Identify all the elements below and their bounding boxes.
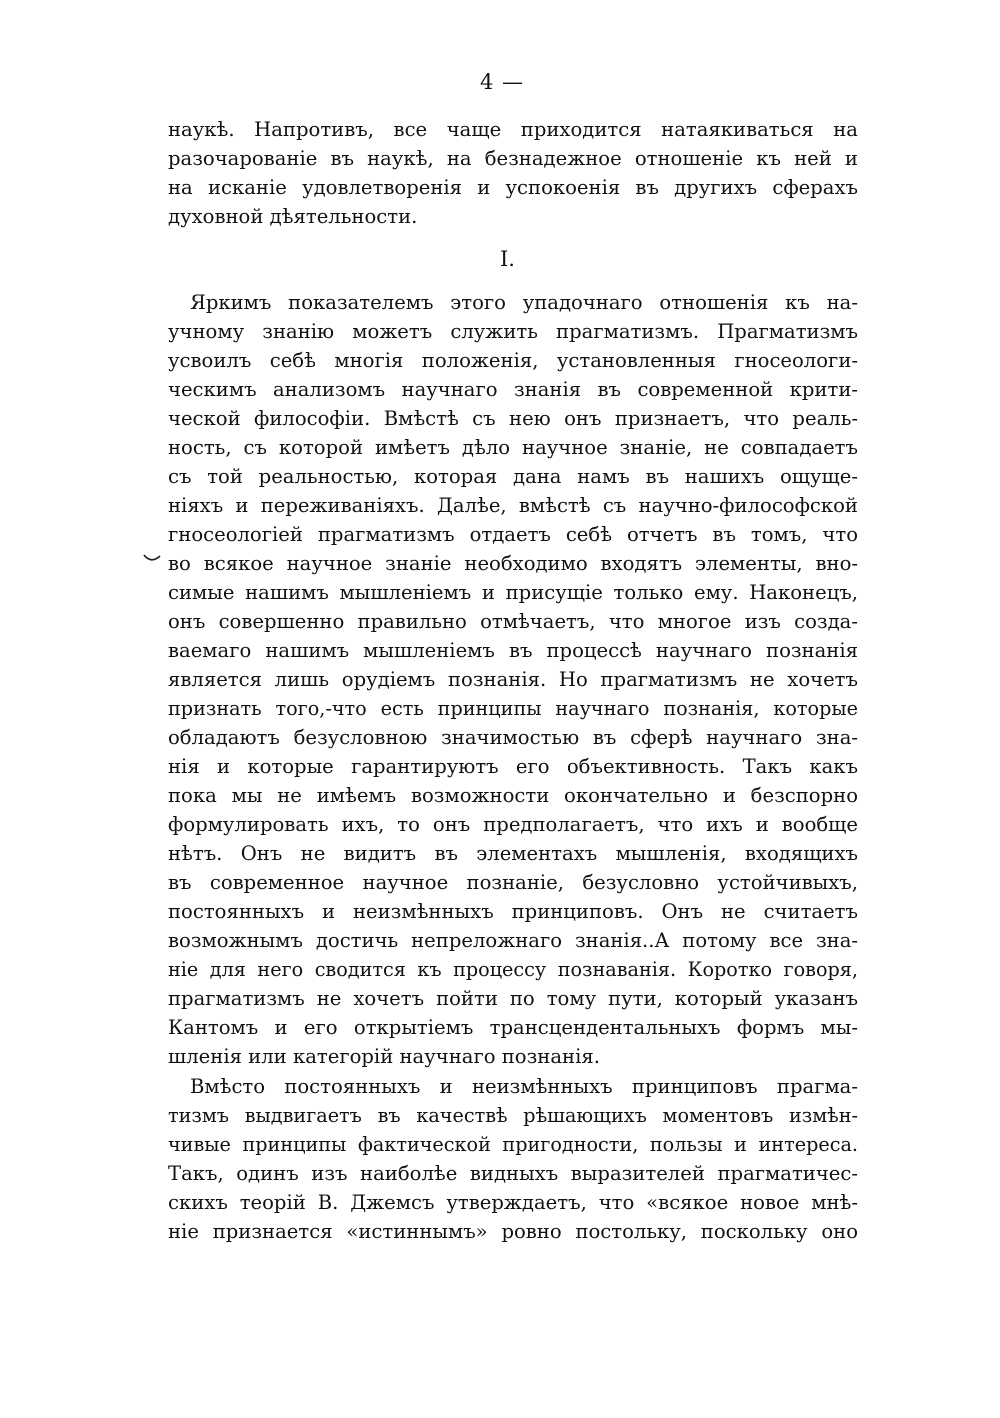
text-line: гносеологіей прагматизмъ отдаетъ себѣ отчетъ въ томъ, что bbox=[168, 523, 858, 546]
text-line: ніе признается «истиннымъ» ровно постольку, поскольку оно bbox=[168, 1220, 858, 1243]
text-line: является лишь орудіемъ познанія. Но прагматизмъ не хочетъ bbox=[168, 668, 858, 691]
text-line: ческимъ анализомъ научнаго знанія въ современной крити- bbox=[168, 378, 858, 401]
text-line: разочарованіе въ наукѣ, на безнадежное отношеніе къ ней и bbox=[168, 147, 858, 170]
text-line: ніяхъ и переживаніяхъ. Далѣе, вмѣстѣ съ научно-философской bbox=[168, 494, 858, 517]
paragraph-2 bbox=[168, 1072, 858, 1246]
text-line: тизмъ выдвигаетъ въ качествѣ рѣшающихъ моментовъ измѣн- bbox=[168, 1104, 858, 1127]
text-line: учному знанію можетъ служить прагматизмъ. Прагматизмъ bbox=[168, 320, 858, 343]
text-line: скихъ теорій В. Джемсъ утверждаетъ, что «всякое новое мнѣ- bbox=[168, 1191, 858, 1214]
text-line: духовной дѣятельности. bbox=[168, 205, 418, 228]
page-number: 4 — bbox=[480, 70, 525, 94]
text-line: ваемаго нашимъ мышленіемъ въ процессѣ научнаго познанія bbox=[168, 639, 858, 662]
text-line: въ современное научное познаніе, безусловно устойчивыхъ, bbox=[168, 871, 858, 894]
text-line: на исканіе удовлетворенія и успокоенія въ другихъ сферахъ bbox=[168, 176, 858, 199]
text-line: чивые принципы фактической пригодности, пользы и интереса. bbox=[168, 1133, 858, 1156]
text-line: нѣтъ. Онъ не видитъ въ элементахъ мышленія, входящихъ bbox=[168, 842, 858, 865]
text-line: ческой философіи. Вмѣстѣ съ нею онъ признаетъ, что реаль- bbox=[168, 407, 858, 430]
text-line: формулировать ихъ, то онъ предполагаетъ, что ихъ и вообще bbox=[168, 813, 858, 836]
text-line: онъ совершенно правильно отмѣчаетъ, что многое изъ созда- bbox=[168, 610, 858, 633]
continuation-paragraph bbox=[168, 115, 858, 231]
text-line: обладаютъ безусловною значимостью въ сферѣ научнаго зна- bbox=[168, 726, 858, 749]
text-line: прагматизмъ не хочетъ пойти по тому пути, который указанъ bbox=[168, 987, 858, 1010]
section-heading: I. bbox=[500, 247, 515, 271]
text-line: ность, съ которой имѣетъ дѣло научное знаніе, не совпадаетъ bbox=[168, 436, 858, 459]
text-line: Яркимъ показателемъ этого упадочнаго отношенія къ на- bbox=[190, 291, 858, 314]
text-line: усвоилъ себѣ многія положенія, установленныя гносеологи- bbox=[168, 349, 858, 372]
paragraph-1 bbox=[168, 288, 858, 1071]
text-line: симые нашимъ мышленіемъ и присущіе только ему. Наконецъ, bbox=[168, 581, 858, 604]
text-line: постоянныхъ и неизмѣнныхъ принциповъ. Онъ не считаетъ bbox=[168, 900, 858, 923]
text-line: признать того,-что есть принципы научнаго познанія, которые bbox=[168, 697, 858, 720]
text-line: возможнымъ достичь непреложнаго знанія..А потому все зна- bbox=[168, 929, 858, 952]
text-line: во всякое научное знаніе необходимо входятъ элементы, вно- bbox=[168, 552, 858, 575]
text-line: шленія или категорій научнаго познанія. bbox=[168, 1045, 600, 1068]
text-line: Вмѣсто постоянныхъ и неизмѣнныхъ принциповъ прагма- bbox=[190, 1075, 858, 1098]
text-line: ніе для него сводится къ процессу познаванія. Коротко говоря, bbox=[168, 958, 858, 981]
text-line: нія и которые гарантируютъ его объективность. Такъ какъ bbox=[168, 755, 858, 778]
text-line: Кантомъ и его открытіемъ трансцендентальныхъ формъ мы- bbox=[168, 1016, 858, 1039]
text-line: наукѣ. Напротивъ, все чаще приходится натаякиваться на bbox=[168, 118, 858, 141]
text-line: съ той реальностью, которая дана намъ въ нашихъ ощуще- bbox=[168, 465, 858, 488]
text-line: пока мы не имѣемъ возможности окончательно и безспорно bbox=[168, 784, 858, 807]
text-line: Такъ, одинъ изъ наиболѣе видныхъ выразителей прагматичес- bbox=[168, 1162, 858, 1185]
margin-pencil-mark bbox=[143, 553, 161, 563]
